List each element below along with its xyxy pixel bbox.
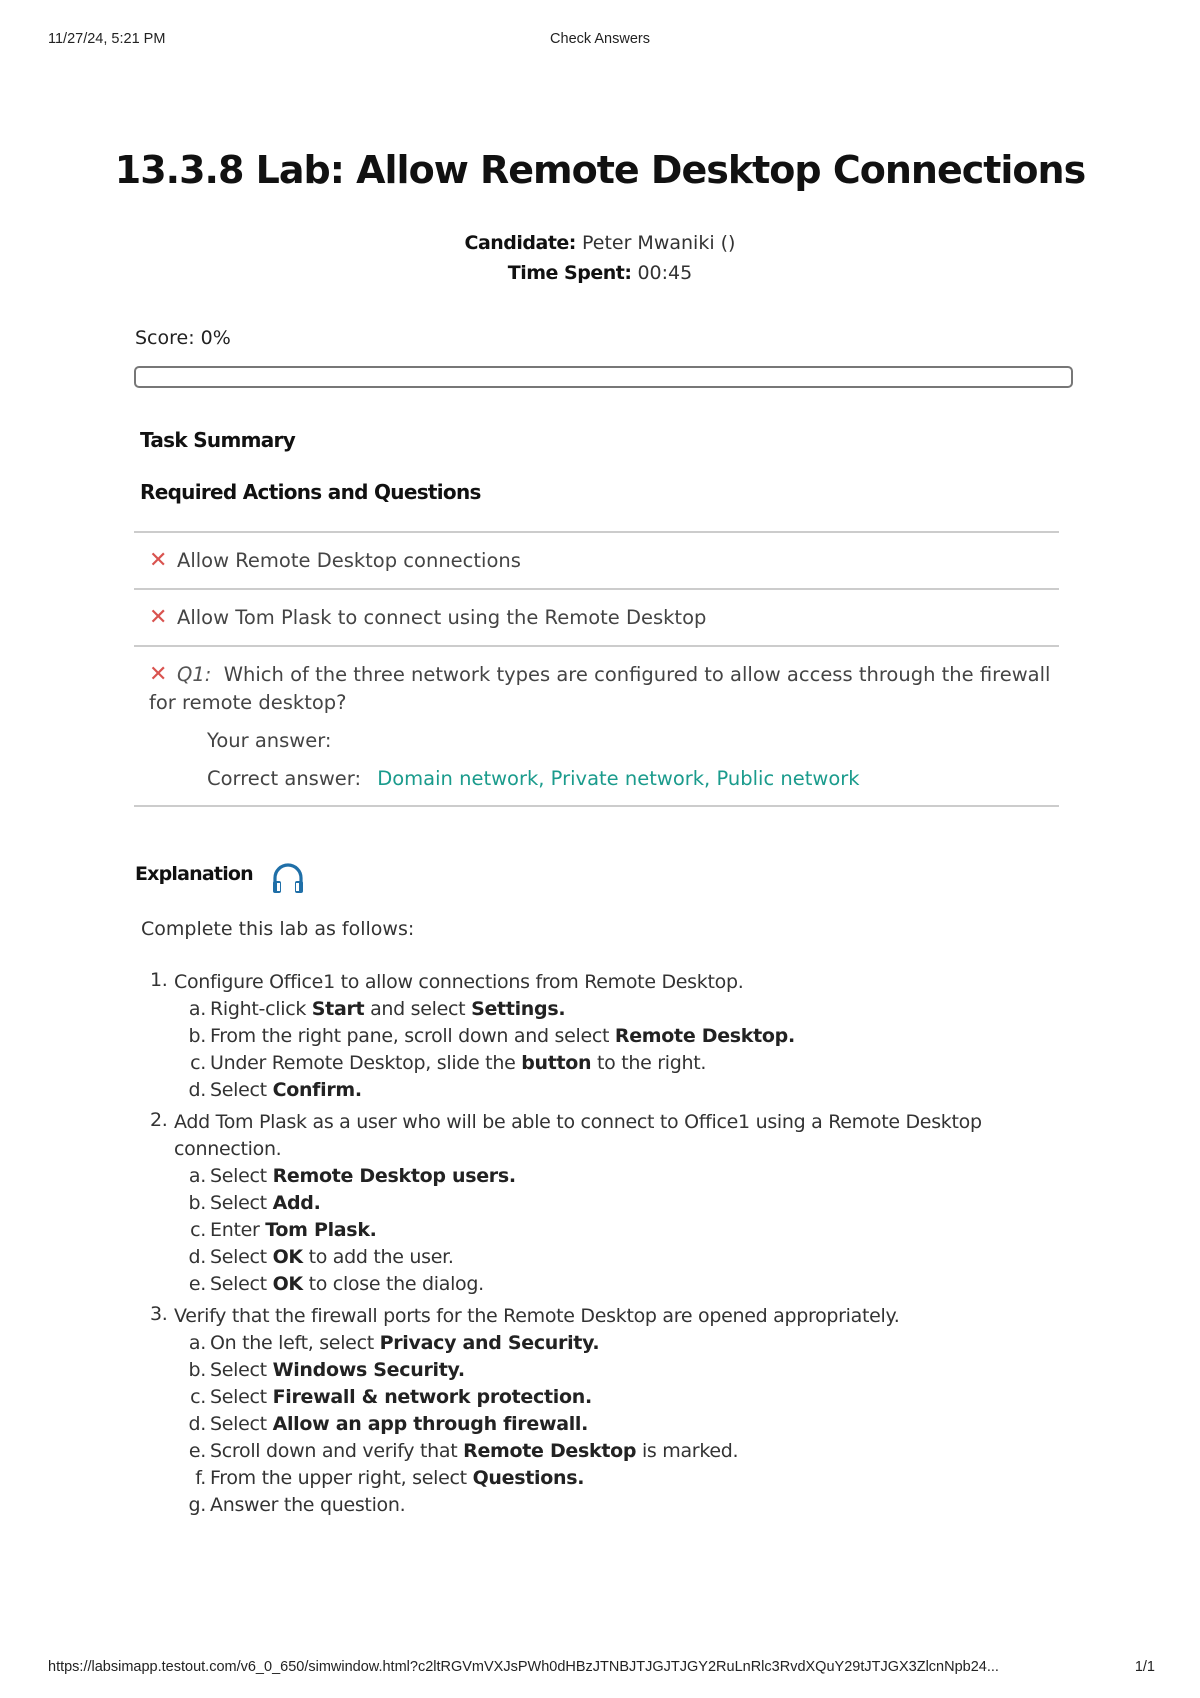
sub-step-letter: e. — [188, 1273, 206, 1295]
task-row — [134, 531, 1059, 588]
page-title: 13.3.8 Lab: Allow Remote Desktop Connections — [114, 148, 1086, 192]
sub-step — [174, 1357, 1030, 1384]
step-number: 2. — [150, 1109, 168, 1131]
score-text: Score: 0% — [135, 327, 231, 349]
sub-step-text: Select Remote Desktop users. — [210, 1165, 516, 1187]
sub-step-text: Select Firewall & network protection. — [210, 1386, 592, 1408]
x-mark-icon: ✕ — [149, 605, 168, 630]
your-answer-label: Your answer: — [207, 729, 332, 752]
time-spent-value: 00:45 — [637, 262, 693, 284]
sub-step-text: Select Allow an app through firewall. — [210, 1413, 589, 1435]
sub-step — [174, 1050, 1030, 1077]
instruction-step — [150, 969, 1030, 1104]
sub-step-letter: f. — [195, 1467, 206, 1489]
print-page-number: 1/1 — [1134, 1659, 1155, 1675]
sub-step-letter: b. — [188, 1192, 206, 1214]
task-summary-heading: Task Summary — [140, 428, 296, 452]
required-actions-heading: Required Actions and Questions — [140, 480, 481, 504]
sub-step-letter: c. — [190, 1219, 206, 1241]
sub-step — [174, 1077, 1030, 1104]
sub-step — [174, 1271, 1030, 1298]
sub-step — [174, 1190, 1030, 1217]
sub-step-letter: a. — [188, 1332, 206, 1354]
sub-step-letter: b. — [188, 1025, 206, 1047]
correct-answer-value: Domain network, Private network, Public network — [377, 767, 860, 790]
instruction-step — [150, 1109, 1030, 1298]
candidate-line — [0, 232, 1200, 254]
sub-step — [174, 1492, 1030, 1519]
question-text: Which of the three network types are configured to allow access through the firewall for remote desktop? — [149, 663, 1051, 714]
sub-step-text: From the right pane, scroll down and select Remote Desktop. — [210, 1025, 795, 1047]
sub-step-text: Answer the question. — [210, 1494, 406, 1516]
sub-step-text: On the left, select Privacy and Security. — [210, 1332, 600, 1354]
sub-step — [174, 1411, 1030, 1438]
time-spent-line — [0, 262, 1200, 284]
task-text: Allow Tom Plask to connect using the Remote Desktop — [177, 606, 707, 629]
sub-step-text: Enter Tom Plask. — [210, 1219, 377, 1241]
sub-step-letter: d. — [188, 1079, 206, 1101]
sub-step-letter: e. — [188, 1440, 206, 1462]
sub-step-text: From the upper right, select Questions. — [210, 1467, 585, 1489]
sub-step-letter: d. — [188, 1246, 206, 1268]
print-page-title: Check Answers — [550, 31, 650, 47]
sub-step — [174, 1023, 1030, 1050]
sub-step-text: Select Confirm. — [210, 1079, 362, 1101]
sub-step-text: Select Add. — [210, 1192, 321, 1214]
sub-step-letter: d. — [188, 1413, 206, 1435]
sub-step — [174, 996, 1030, 1023]
x-mark-icon: ✕ — [149, 662, 168, 687]
sub-step — [174, 1384, 1030, 1411]
step-number: 3. — [150, 1303, 168, 1325]
sub-step-text: Right-click Start and select Settings. — [210, 998, 566, 1020]
sub-step-letter: c. — [190, 1052, 206, 1074]
sub-step-letter: c. — [190, 1386, 206, 1408]
question-row — [134, 645, 1059, 807]
candidate-label: Candidate: — [464, 232, 576, 254]
sub-step — [174, 1217, 1030, 1244]
headphones-icon[interactable] — [270, 861, 306, 895]
task-row — [134, 588, 1059, 645]
print-date: 11/27/24, 5:21 PM — [48, 31, 166, 47]
correct-answer-line — [149, 765, 1059, 793]
instruction-step — [150, 1303, 1030, 1519]
step-number: 1. — [150, 969, 168, 991]
sub-step-letter: a. — [188, 1165, 206, 1187]
sub-step — [174, 1330, 1030, 1357]
sub-step-letter: b. — [188, 1359, 206, 1381]
sub-step-text: Under Remote Desktop, slide the button to the right. — [210, 1052, 707, 1074]
step-text: Configure Office1 to allow connections from Remote Desktop. — [174, 971, 744, 993]
sub-step-text: Select OK to add the user. — [210, 1246, 454, 1268]
step-text: Add Tom Plask as a user who will be able to connect to Office1 using a Remote Desktop connection. — [174, 1111, 982, 1160]
candidate-name: Peter Mwaniki () — [581, 232, 736, 254]
instruction-steps — [150, 969, 1030, 1524]
task-text: Allow Remote Desktop connections — [177, 549, 521, 572]
sub-step-text: Select Windows Security. — [210, 1359, 465, 1381]
step-text: Verify that the firewall ports for the Remote Desktop are opened appropriately. — [174, 1305, 900, 1327]
sub-step-text: Scroll down and verify that Remote Desktop is marked. — [210, 1440, 739, 1462]
explanation-intro: Complete this lab as follows: — [141, 918, 415, 940]
sub-step — [174, 1163, 1030, 1190]
sub-step — [174, 1438, 1030, 1465]
score-progress-bar — [134, 366, 1073, 388]
task-list — [134, 531, 1059, 807]
time-spent-label: Time Spent: — [507, 262, 632, 284]
correct-answer-label: Correct answer: — [207, 767, 362, 790]
sub-step-letter: a. — [188, 998, 206, 1020]
print-url: https://labsimapp.testout.com/v6_0_650/simwindow.html?c2ltRGVmVXJsPWh0dHBzJTNBJTJGJTJGY2RuLnRlc3RvdXQuY29tJTJGX3ZlcnNpb24... — [48, 1659, 999, 1675]
sub-step — [174, 1244, 1030, 1271]
sub-step-letter: g. — [188, 1494, 206, 1516]
question-number: Q1: — [177, 663, 212, 686]
x-mark-icon: ✕ — [149, 548, 168, 573]
explanation-heading: Explanation — [135, 863, 253, 885]
sub-step — [174, 1465, 1030, 1492]
your-answer-line — [149, 727, 1059, 755]
sub-step-text: Select OK to close the dialog. — [210, 1273, 484, 1295]
